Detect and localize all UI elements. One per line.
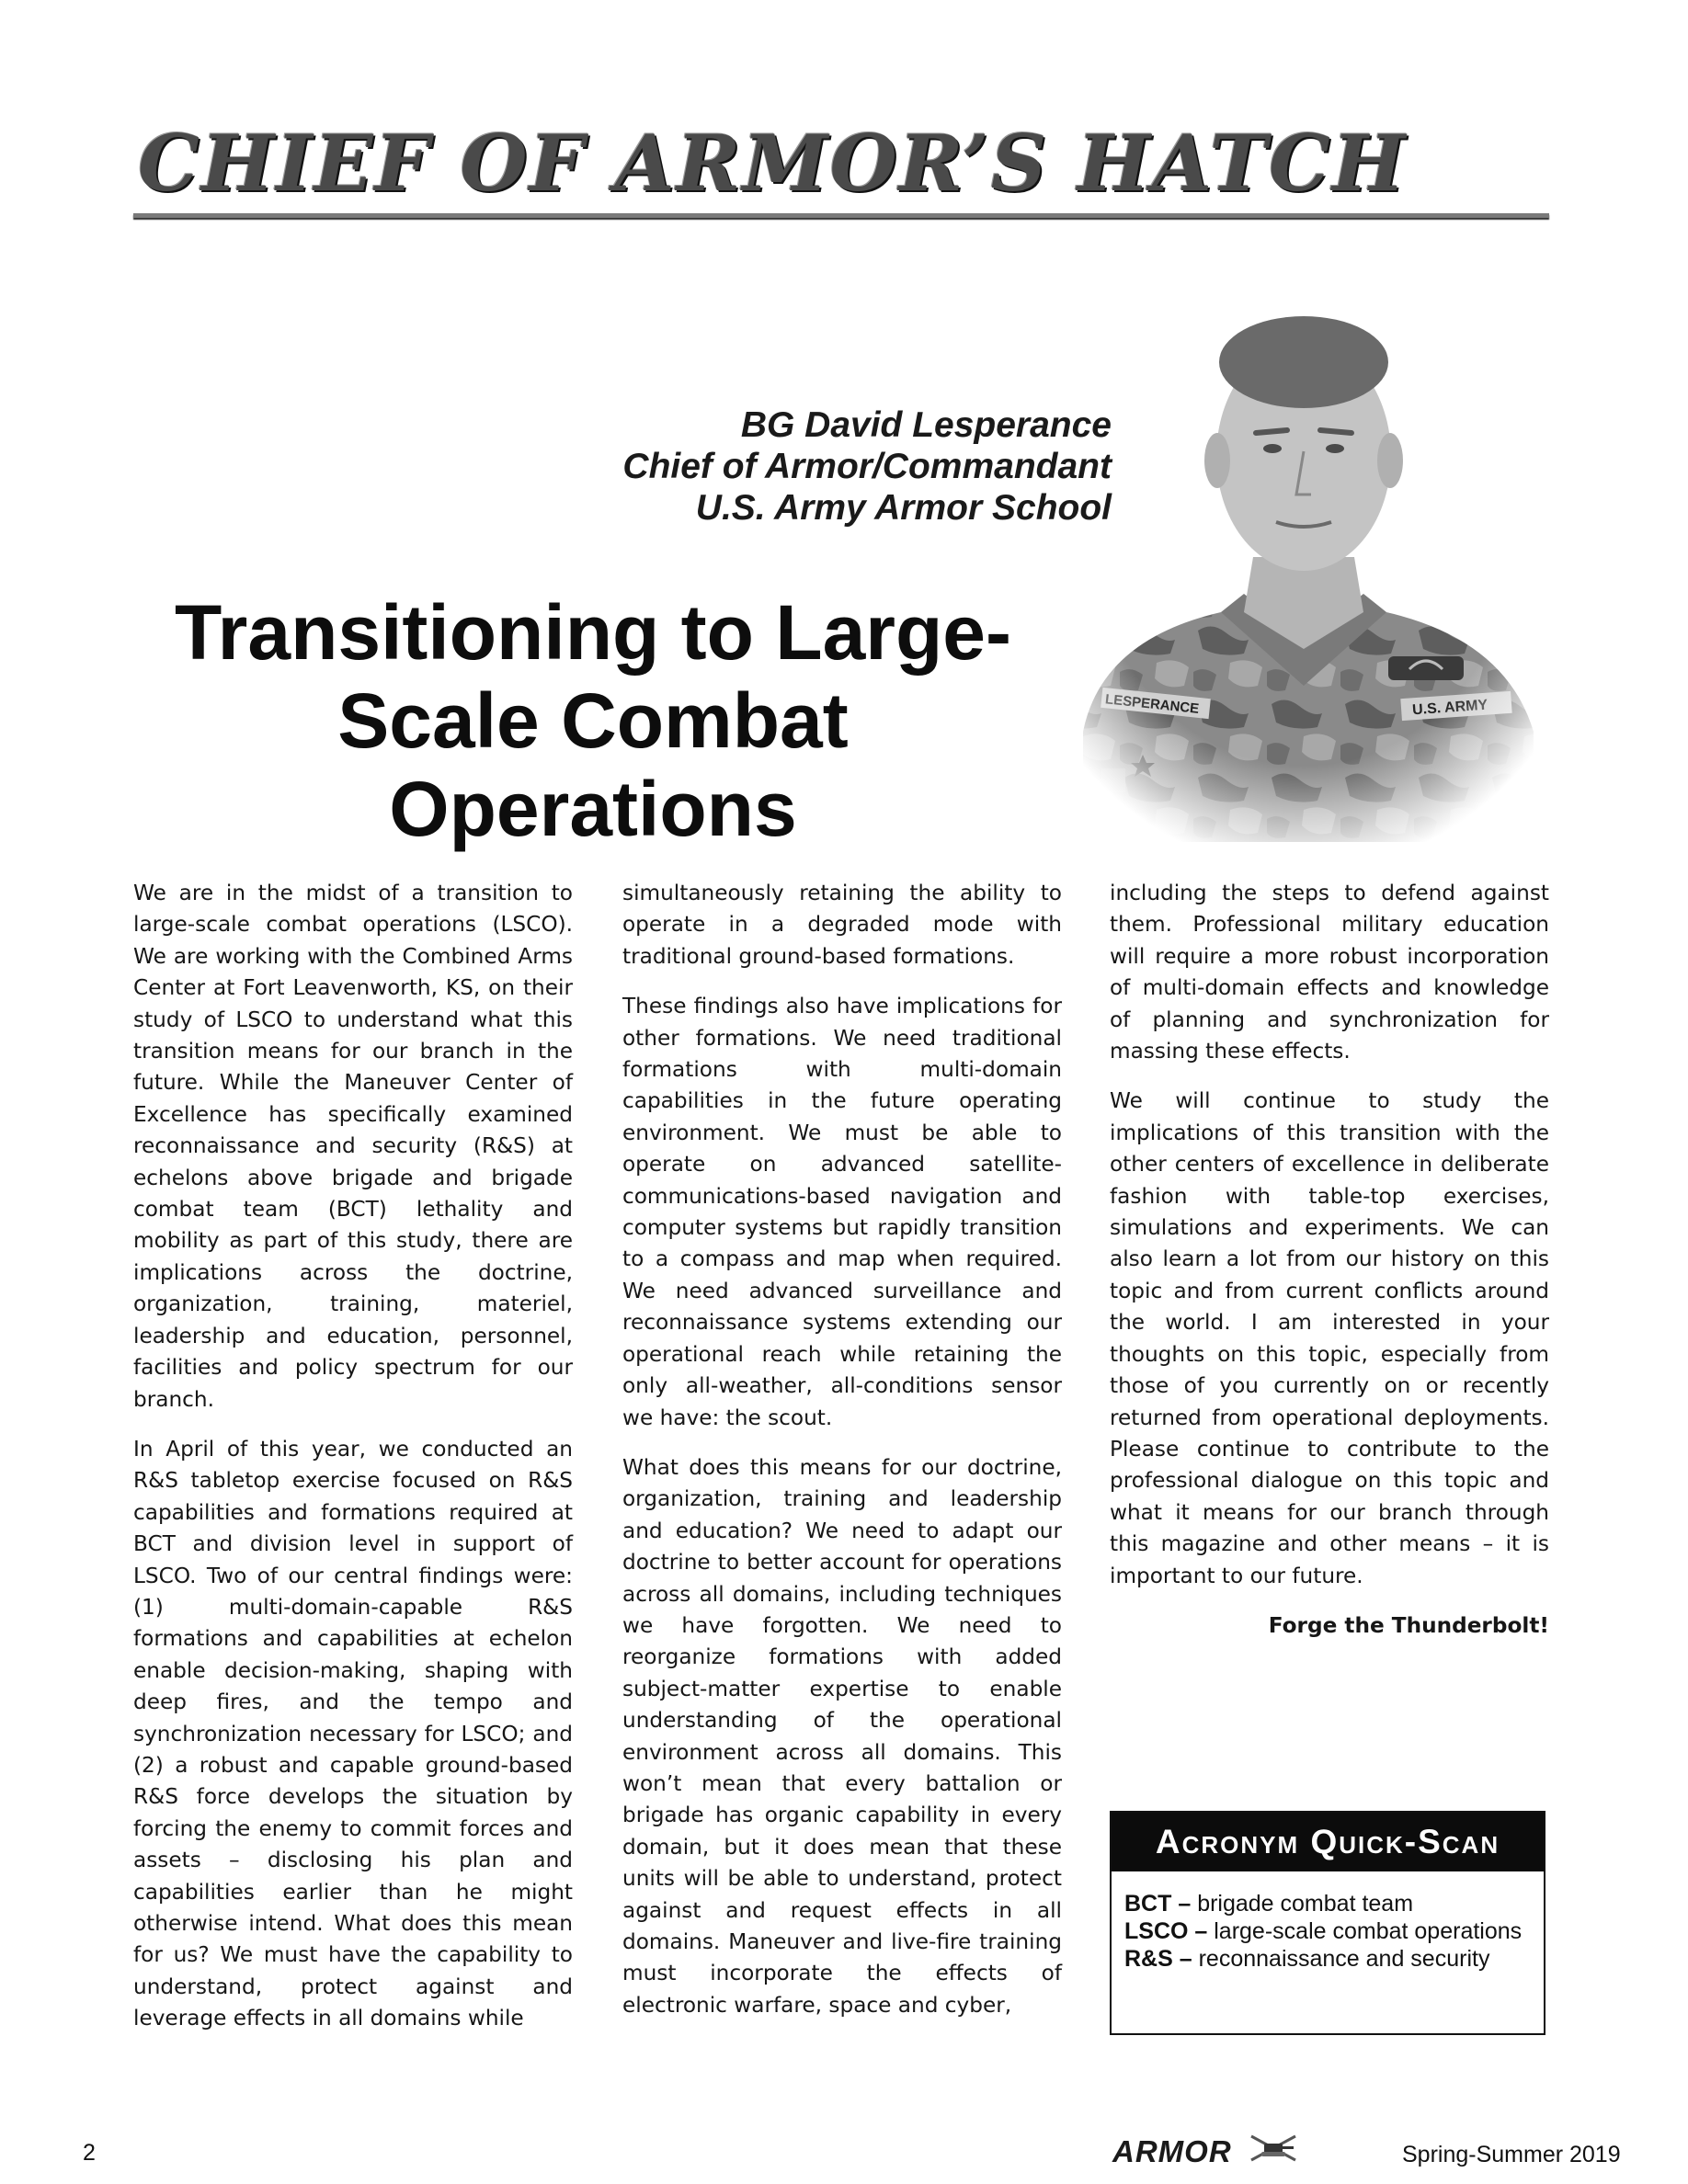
issue-date: Spring-Summer 2019 — [1402, 2142, 1621, 2167]
acronym-term: R&S — [1124, 1946, 1173, 1972]
acronym-box-title: Acronym Quick-Scan — [1112, 1813, 1544, 1871]
paragraph: including the steps to defend against them. Professional military education will require a more robust incorporation of multi-domain effects and knowledge of planning and synchronization for massing these effects. — [1110, 881, 1549, 1064]
paragraph: We are in the midst of a transition to large-scale combat operations (LSCO). We are working with the Combined Arms Center at Fort Leavenworth, KS, on their study of LSCO to understand what this transition means for our branch in the future. While the Maneuver Center of Excellence has specifically examined reconnaissance and security (R&S) at echelons above brigade and brigade combat team (BCT) lethality and mobility as part of this study, there are implications across the doctrine, organization, training, materiel, leadership and education, personnel, facilities and policy spectrum for our branch. — [133, 881, 573, 1412]
article-column-1 — [133, 878, 573, 2053]
author-role: Chief of Armor/Commandant — [622, 447, 1112, 486]
acronym-term: LSCO — [1124, 1918, 1189, 1944]
page-number: 2 — [83, 2140, 96, 2166]
paragraph: What does this means for our doctrine, organization, training and leadership and education? We need to adapt our doctrine to better account for operations across all domains, including techniques we have forgotten. We need to reorganize formations with added subject-matter expertise to enable understanding of the operational environment across all domains. This won’t mean that every battalion or brigade has organic capability in every domain, but it does mean that these units will be able to understand, protect against and request effects in all domains. Maneuver and live-fire training must incorporate the effects of electronic warfare, space and cyber, — [622, 1454, 1062, 2018]
magazine-logo-text: ARMOR — [1112, 2134, 1232, 2168]
acronym-item: R&S – reconnaissance and security — [1124, 1946, 1490, 1972]
acronym-definition: reconnaissance and security — [1198, 1946, 1490, 1972]
paragraph: These findings also have implications for other formations. We need traditional formations with multi-domain capabilities in the future operating environment. We must be able to operate on advanced satellite-communications-based navigation and computer systems but rapidly transition to a compass and map when required. We need advanced surveillance and reconnaissance systems extending our operational reach while retaining the only all-weather, all-conditions sensor we have: the scout. — [622, 994, 1062, 1430]
paragraph: In April of this year, we conducted an R&S tabletop exercise focused on R&S capabilities and formations required at BCT and division level in support of LSCO. Two of our central findings were: (1) multi-domain-capable R&S formations and capabilities at echelon enable decision-making, shaping with deep fires, and the tempo and synchronization necessary for LSCO; and (2) a robust and capable ground-based R&S force develops the situation by forcing the enemy to commit forces and assets – disclosing his plan and capabilities earlier than he might otherwise intend. What does this mean for us? We must have the capability to understand, protect against and leverage effects in all domains while — [133, 1436, 573, 2031]
article-headline: Transitioning to Large-Scale Combat Operations — [174, 589, 1011, 852]
crossed-sabers-tank-icon — [1246, 2133, 1301, 2164]
paragraph: We will continue to study the implications of this transition with the other centers of excellence in deliberate fashion with table-top exercises, simulations and experiments. We can also learn a lot from our history on this topic and from current conflicts around the world. I am interested in your thoughts on this topic, especially from those of you currently on or recently returned from operational deployments. Please continue to contribute to the professional dialogue on this topic and what it means for our branch through this magazine and other means – it is important to our future. — [1110, 1088, 1549, 1588]
section-title: CHIEF OF ARMOR’S HATCH — [138, 118, 1408, 209]
author-name: BG David Lesperance — [740, 405, 1112, 445]
author-portrait — [1046, 254, 1561, 842]
title-rule — [133, 213, 1549, 218]
article-column-2 — [622, 878, 1062, 2040]
article-column-3 — [1110, 878, 1549, 1642]
acronym-item: BCT – brigade combat team — [1124, 1891, 1414, 1917]
acronym-list — [1112, 1871, 1544, 1973]
paragraph: simultaneously retaining the ability to operate in a degraded mode with traditional ground-based formations. — [622, 881, 1062, 969]
author-organization: U.S. Army Armor School — [695, 488, 1112, 528]
byline — [622, 404, 1112, 529]
acronym-quick-scan-box — [1110, 1811, 1545, 2035]
acronym-term: BCT — [1124, 1891, 1172, 1917]
acronym-item: LSCO – large-scale combat operations — [1124, 1918, 1523, 1944]
acronym-definition: large-scale combat operations — [1214, 1918, 1523, 1944]
signoff: Forge the Thunderbolt! — [1268, 1612, 1549, 1638]
acronym-definition: brigade combat team — [1197, 1891, 1414, 1917]
